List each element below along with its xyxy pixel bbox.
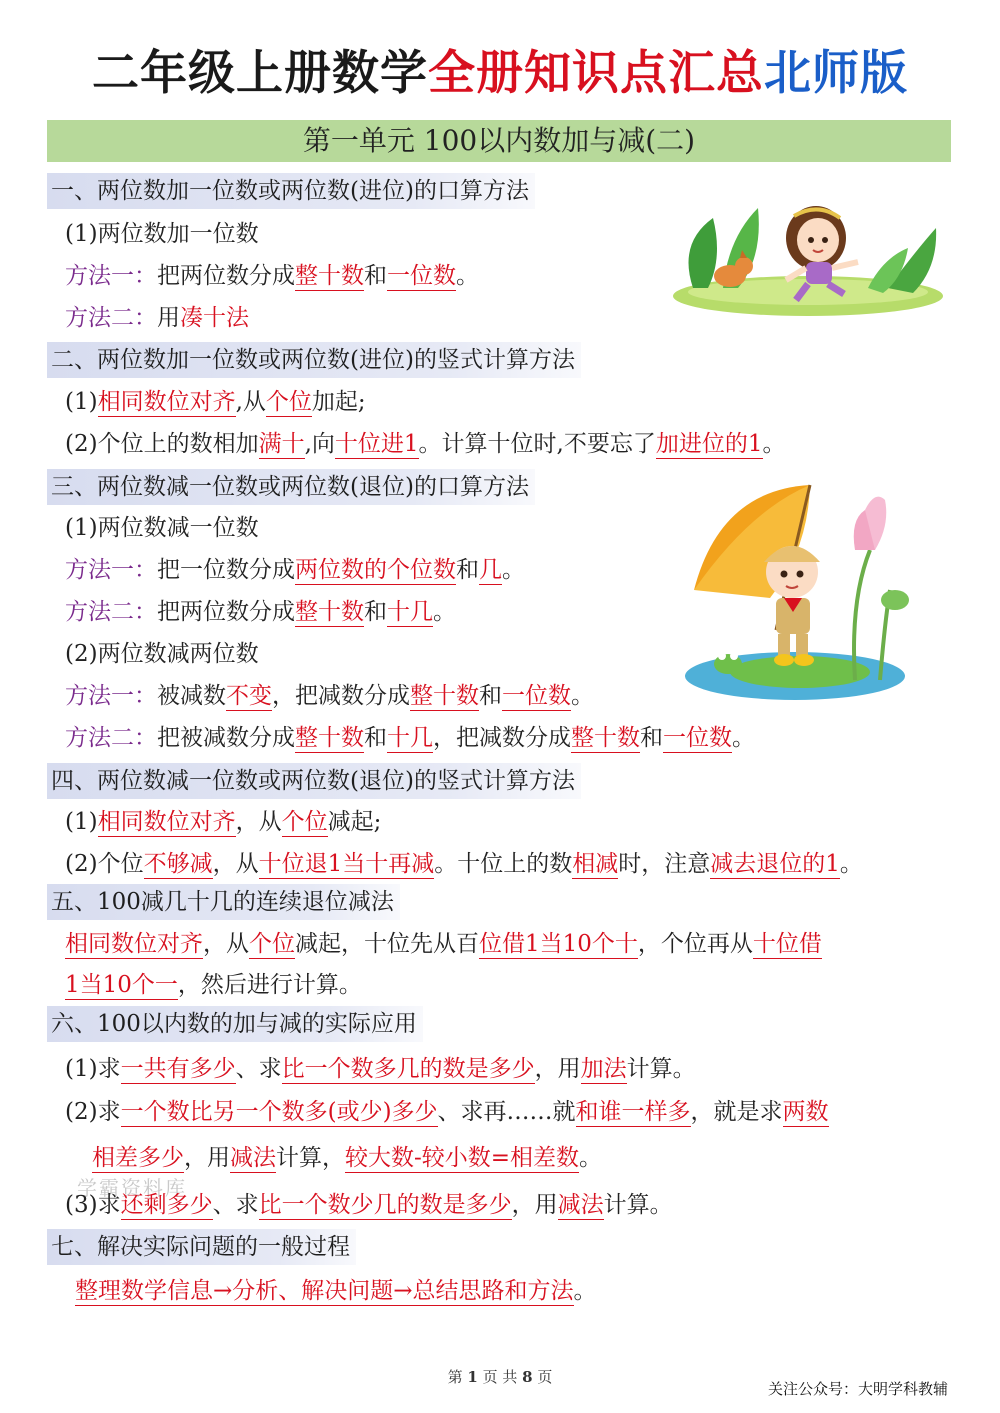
s3-sub1: (1)两位数减一位数 — [65, 515, 259, 541]
title-part-3: 北师版 — [764, 46, 908, 101]
girl-dog-illustration — [668, 188, 948, 318]
section-5-heading: 五、100减几十几的连续退位减法 — [47, 884, 400, 920]
title-part-2: 全册知识点汇总 — [428, 46, 764, 101]
s3-a1: 方法一：把一位数分成两位数的个位数和几。 — [65, 557, 525, 583]
s1-sub1: (1)两位数加一位数 — [65, 221, 259, 247]
s2-line2: (2)个位上的数相加满十,向十位进1。计算十位时,不要忘了加进位的1。 — [65, 431, 786, 457]
s3-sub2: (2)两位数减两位数 — [65, 641, 259, 667]
boy-umbrella-illustration — [680, 480, 910, 702]
s5-line2: 1当10个一，然后进行计算。 — [65, 972, 362, 998]
s4-line2: (2)个位不够减，从十位退1当十再减。十位上的数相减时，注意减去退位的1。 — [65, 851, 863, 877]
section-2-heading: 二、两位数加一位数或两位数(进位)的竖式计算方法 — [47, 342, 581, 378]
s1-method1: 方法一：把两位数分成整十数和一位数。 — [65, 263, 479, 289]
s3-b2: 方法二：把被减数分成整十数和十几，把减数分成整十数和一位数。 — [65, 725, 755, 751]
s3-a2: 方法二：把两位数分成整十数和十几。 — [65, 599, 456, 625]
follow-account-note: 关注公众号：大明学科教辅 — [767, 1380, 948, 1398]
title-part-1: 二年级上册数学 — [92, 46, 428, 101]
s4-line1: (1)相同数位对齐，从个位减起; — [65, 809, 382, 835]
page-number: 第 1 页 共 8 页 — [447, 1368, 553, 1386]
s6-line4: (3)求还剩多少、求比一个数少几的数是多少，用减法计算。 — [65, 1192, 673, 1218]
page-title — [0, 44, 1000, 104]
s3-b1: 方法一：被减数不变，把减数分成整十数和一位数。 — [65, 683, 594, 709]
s5-line1: 相同数位对齐，从个位减起，十位先从百位借1当10个十，个位再从十位借 — [65, 931, 822, 957]
s6-line1: (1)求一共有多少、求比一个数多几的数是多少，用加法计算。 — [65, 1056, 696, 1082]
section-3-heading: 三、两位数减一位数或两位数(退位)的口算方法 — [47, 469, 535, 505]
section-4-heading: 四、两位数减一位数或两位数(退位)的竖式计算方法 — [47, 763, 581, 799]
section-7-heading: 七、解决实际问题的一般过程 — [47, 1229, 356, 1265]
s2-line1: (1)相同数位对齐,从个位加起; — [65, 389, 366, 415]
watermark: 学霸资料库 — [77, 1176, 187, 1200]
s1-method2: 方法二：用凑十法 — [65, 305, 249, 331]
section-6-heading: 六、100以内数的加与减的实际应用 — [47, 1006, 423, 1042]
section-1-heading: 一、两位数加一位数或两位数(进位)的口算方法 — [47, 173, 535, 209]
s6-line2: (2)求一个数比另一个数多(或少)多少、求再……就和谁一样多，就是求两数 — [65, 1099, 829, 1125]
s6-line3: 相差多少，用减法计算，较大数-较小数=相差数。 — [92, 1145, 603, 1171]
unit-title: 第一单元 100以内数加与减(二) — [47, 120, 951, 162]
s7-line1: 整理数学信息→分析、解决问题→总结思路和方法。 — [75, 1278, 597, 1304]
